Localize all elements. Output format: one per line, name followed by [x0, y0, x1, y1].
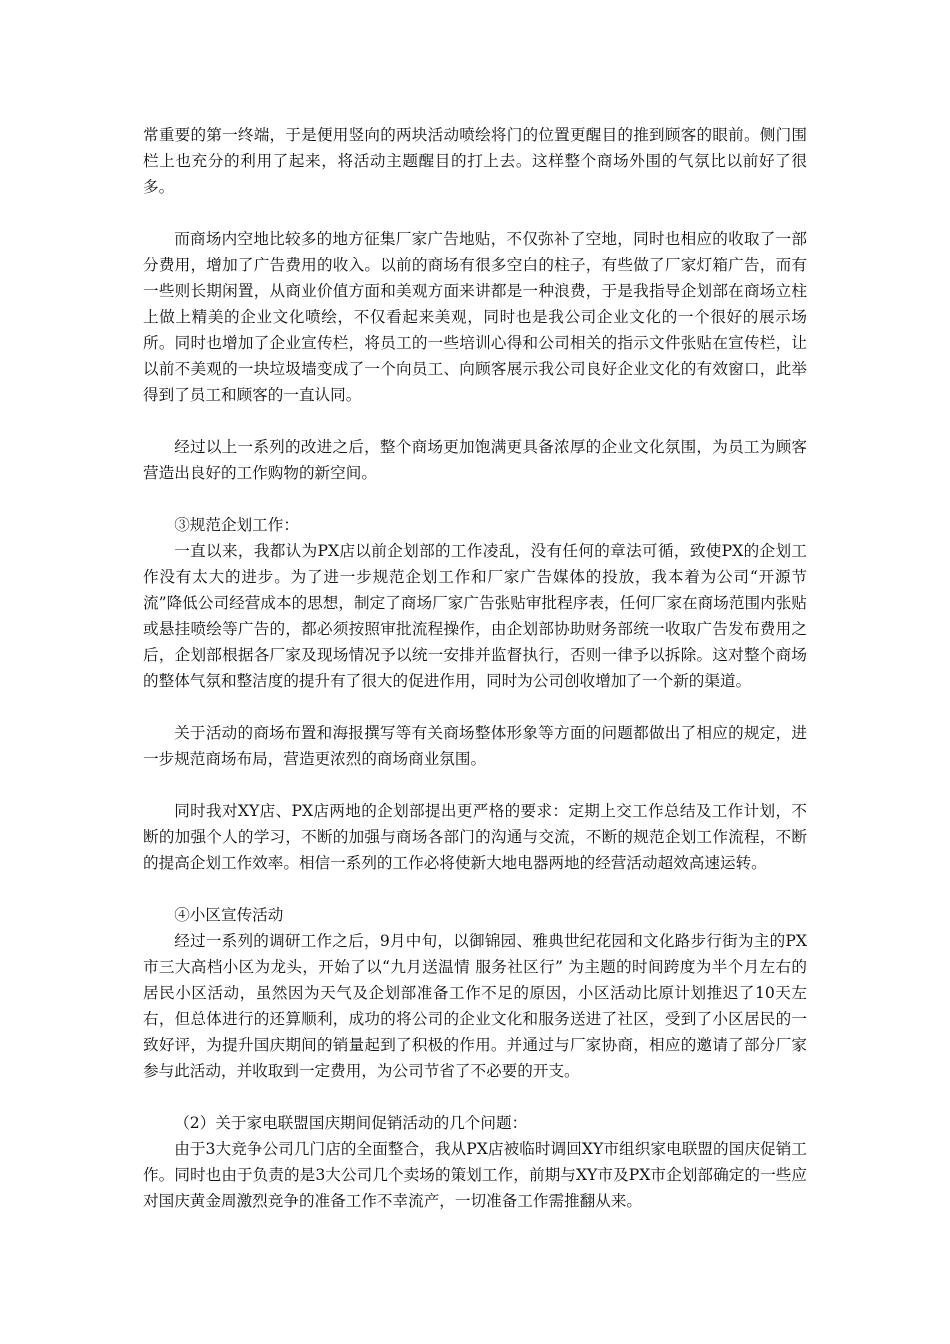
section-heading-alliance: （2）关于家电联盟国庆期间促销活动的几个问题： — [174, 1114, 528, 1132]
paragraph-community: 经过一系列的调研工作之后，9月中旬，以御锦园、雅典世纪花园和文化路步行街为主的PX市三大高档小区为龙头，开始了以“九月送温情 服务社区行” 为主题的时间跨度为半个月左右的居民小区活动，虽然因为天气及企划部准备工作不足的原因，小区活动比原计划推迟了10天左右，但总体进行的还算顺利，成功的将公司的企业文化和服务送进了社区，受到了小区居民的一致好评，为提升国庆期间的销量起到了积极的作用。并通过与厂家协商，相应的邀请了部分厂家参与此活动，并收取到一定费用，为公司节省了不必要的开支。 — [143, 932, 807, 1080]
paragraph-requirements: 同时我对XY店、PX店两地的企划部提出更严格的要求：定期上交工作总结及工作计划，不断的加强个人的学习，不断的加强与商场各部门的沟通与交流，不断的规范企划工作流程，不断的提高企划工作效率。相信一系列的工作必将使新大地电器两地的经营活动超效高速运转。 — [143, 802, 807, 872]
document-body — [143, 122, 807, 1214]
paragraph-planning: 一直以来，我都认为PX店以前企划部的工作凌乱，没有任何的章法可循，致使PX的企划工作没有太大的进步。为了进一步规范企划工作和厂家广告媒体的投放，我本着为公司“开源节流”降低公司经营成本的思想，制定了商场厂家广告张贴审批程序表，任何厂家在商场范围内张贴或悬挂喷绘等广告的，都必须按照审批流程操作，由企划部协助财务部统一收取广告发布费用之后，企划部根据各厂家及现场情况予以统一安排并监督执行，否则一律予以拆除。这对整个商场的整体气氛和整洁度的提升有了很大的促进作用，同时为公司创收增加了一个新的渠道。 — [143, 542, 807, 690]
paragraph-improvements: 经过以上一系列的改进之后，整个商场更加饱满更具备浓厚的企业文化氛围，为员工为顾客营造出良好的工作购物的新空间。 — [143, 438, 807, 482]
paragraph-layout-rules: 关于活动的商场布置和海报撰写等有关商场整体形象等方面的问题都做出了相应的规定，进一步规范商场布局，营造更浓烈的商场商业氛围。 — [143, 724, 807, 768]
section-heading-community: ④小区宣传活动 — [174, 906, 284, 924]
paragraph-floor-ads: 而商场内空地比较多的地方征集厂家广告地贴，不仅弥补了空地，同时也相应的收取了一部分费用，增加了广告费用的收入。以前的商场有很多空白的柱子，有些做了厂家灯箱广告，而有一些则长期闲置，从商业价值方面和美观方面来讲都是一种浪费，于是我指导企划部在商场立柱上做上精美的企业文化喷绘，不仅看起来美观，同时也是我公司企业文化的一个很好的展示场所。同时也增加了企业宣传栏，将员工的一些培训心得和公司相关的指示文件张贴在宣传栏，让以前不美观的一块垃圾墙变成了一个向员工、向顾客展示我公司良好企业文化的有效窗口，此举得到了员工和顾客的一直认同。 — [143, 230, 807, 404]
paragraph-storefront: 常重要的第一终端，于是便用竖向的两块活动喷绘将门的位置更醒目的推到顾客的眼前。侧门围栏上也充分的利用了起来，将活动主题醒目的打上去。这样整个商场外围的气氛比以前好了很多。 — [143, 126, 807, 196]
section-heading-planning: ③规范企划工作： — [174, 516, 299, 534]
paragraph-alliance: 由于3大竞争公司几门店的全面整合，我从PX店被临时调回XY市组织家电联盟的国庆促销工作。同时也由于负责的是3大公司几个卖场的策划工作，前期与XY市及PX市企划部确定的一些应对国庆黄金周激烈竞争的准备工作不幸流产，一切准备工作需推翻从来。 — [143, 1140, 807, 1210]
